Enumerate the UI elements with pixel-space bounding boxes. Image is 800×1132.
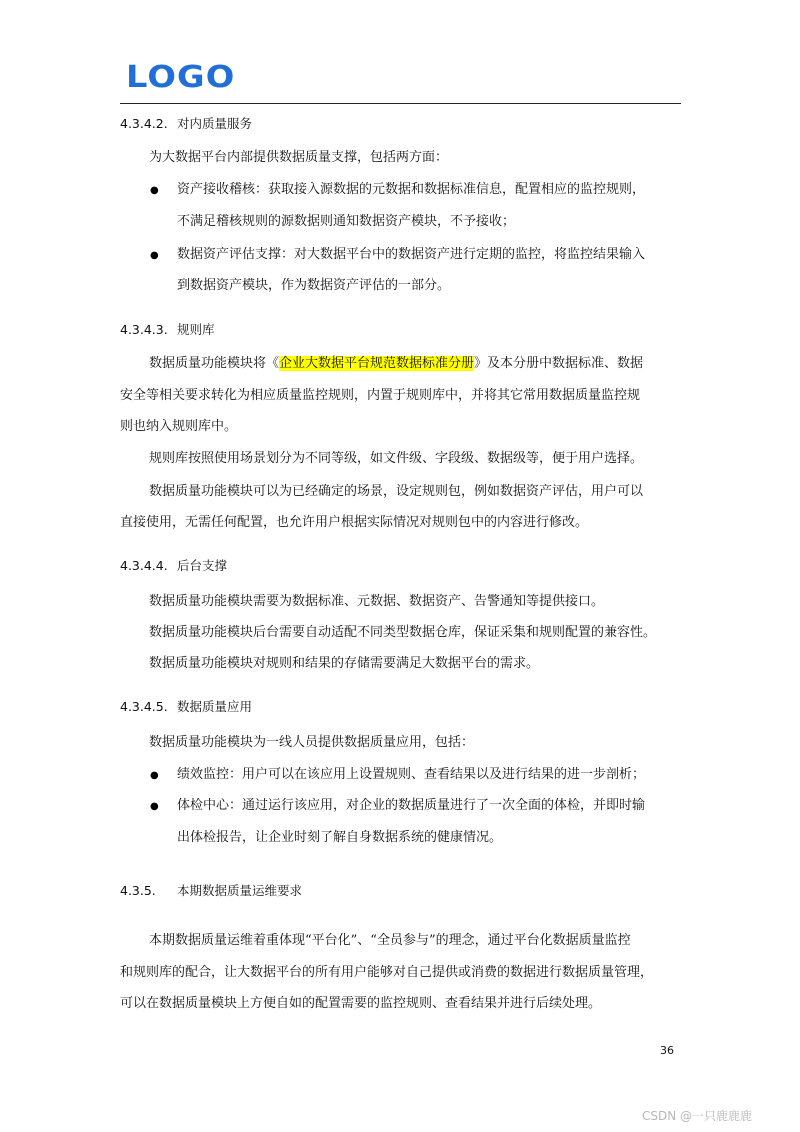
- section-number: 4.3.4.4.: [120, 558, 168, 573]
- bullet-icon: ●: [150, 250, 159, 261]
- bullet-icon: ●: [150, 770, 159, 781]
- paragraph-line: 到数据资产模块，作为数据资产评估的一部分。: [177, 278, 451, 293]
- paragraph-line: 本期数据质量运维着重体现“平台化”、“全员参与”的理念，通过平台化数据质量监控: [149, 933, 631, 948]
- paragraph-line: 不满足稽核规则的源数据则通知数据资产模块，不予接收；: [177, 214, 516, 229]
- section-title: 对内质量服务: [177, 116, 253, 131]
- section-number: 4.3.4.5.: [120, 699, 168, 714]
- paragraph-line: 资产接收稽核：获取接入源数据的元数据和数据标准信息，配置相应的监控规则，: [177, 182, 646, 197]
- paragraph-line: 绩效监控：用户可以在该应用上设置规则、查看结果以及进行结果的进一步剖析；: [177, 767, 646, 782]
- section-number: 4.3.4.3.: [120, 322, 168, 337]
- paragraph-line: 和规则库的配合，让大数据平台的所有用户能够对自己提供或消费的数据进行数据质量管理，: [120, 965, 654, 980]
- paragraph-line: 为大数据平台内部提供数据质量支撑，包括两方面：: [149, 150, 449, 165]
- paragraph-line: 规则库按照使用场景划分为不同等级，如文件级、字段级、数据级等，便于用户选择。: [149, 451, 644, 466]
- paragraph-line: 可以在数据质量模块上方便自如的配置需要的监控规则、查看结果并进行后续处理。: [120, 996, 602, 1011]
- page-number: 36: [660, 1044, 674, 1057]
- paragraph-line: 数据质量功能模块后台需要自动适配不同类型数据仓库，保证采集和规则配置的兼容性。: [149, 625, 657, 640]
- paragraph-line: 数据质量功能模块可以为已经确定的场景，设定规则包，例如数据资产评估，用户可以: [149, 484, 644, 499]
- paragraph-line: 数据质量功能模块需要为数据标准、元数据、数据资产、告警通知等提供接口。: [149, 594, 605, 609]
- section-title: 本期数据质量运维要求: [177, 883, 303, 898]
- bullet-icon: ●: [150, 801, 159, 812]
- bullet-icon: ●: [150, 185, 159, 196]
- section-number: 4.3.4.2.: [120, 116, 168, 131]
- section-title: 规则库: [177, 322, 215, 337]
- highlighted-reference: 企业大数据平台规范数据标准分册: [279, 356, 475, 371]
- paragraph-line: 数据资产评估支撑：对大数据平台中的数据资产进行定期的监控，将监控结果输入: [177, 247, 646, 262]
- paragraph-line: 数据质量功能模块为一线人员提供数据质量应用，包括：: [149, 735, 475, 750]
- text-run: 数据质量功能模块将《: [149, 356, 280, 371]
- paragraph-line: 则也纳入规则库中。: [120, 419, 238, 434]
- paragraph-line: 数据质量功能模块对规则和结果的存储需要满足大数据平台的需求。: [149, 656, 540, 671]
- section-heading: [120, 320, 215, 338]
- logo: LOGO: [126, 60, 236, 95]
- paragraph-line: 安全等相关要求转化为相应质量监控规则，内置于规则库中，并将其它常用数据质量监控规: [120, 388, 641, 403]
- watermark: CSDN @一只鹿鹿鹿: [642, 1109, 753, 1123]
- section-title: 数据质量应用: [177, 699, 253, 714]
- section-heading: [120, 697, 252, 715]
- paragraph-line: 体检中心：通过运行该应用，对企业的数据质量进行了一次全面的体检，并即时输: [177, 798, 646, 813]
- section-heading: [120, 114, 252, 132]
- section-title: 后台支撑: [177, 558, 228, 573]
- paragraph-line: 直接使用，无需任何配置，也允许用户根据实际情况对规则包中的内容进行修改。: [120, 515, 589, 530]
- header-rule: [120, 103, 681, 104]
- text-run: 》及本分册中数据标准、数据: [474, 356, 644, 371]
- paragraph-line: [149, 357, 643, 370]
- section-number: 4.3.5.: [120, 883, 156, 898]
- paragraph-line: 出体检报告，让企业时刻了解自身数据系统的健康情况。: [177, 830, 503, 845]
- section-heading: [120, 881, 302, 899]
- section-heading: [120, 556, 227, 574]
